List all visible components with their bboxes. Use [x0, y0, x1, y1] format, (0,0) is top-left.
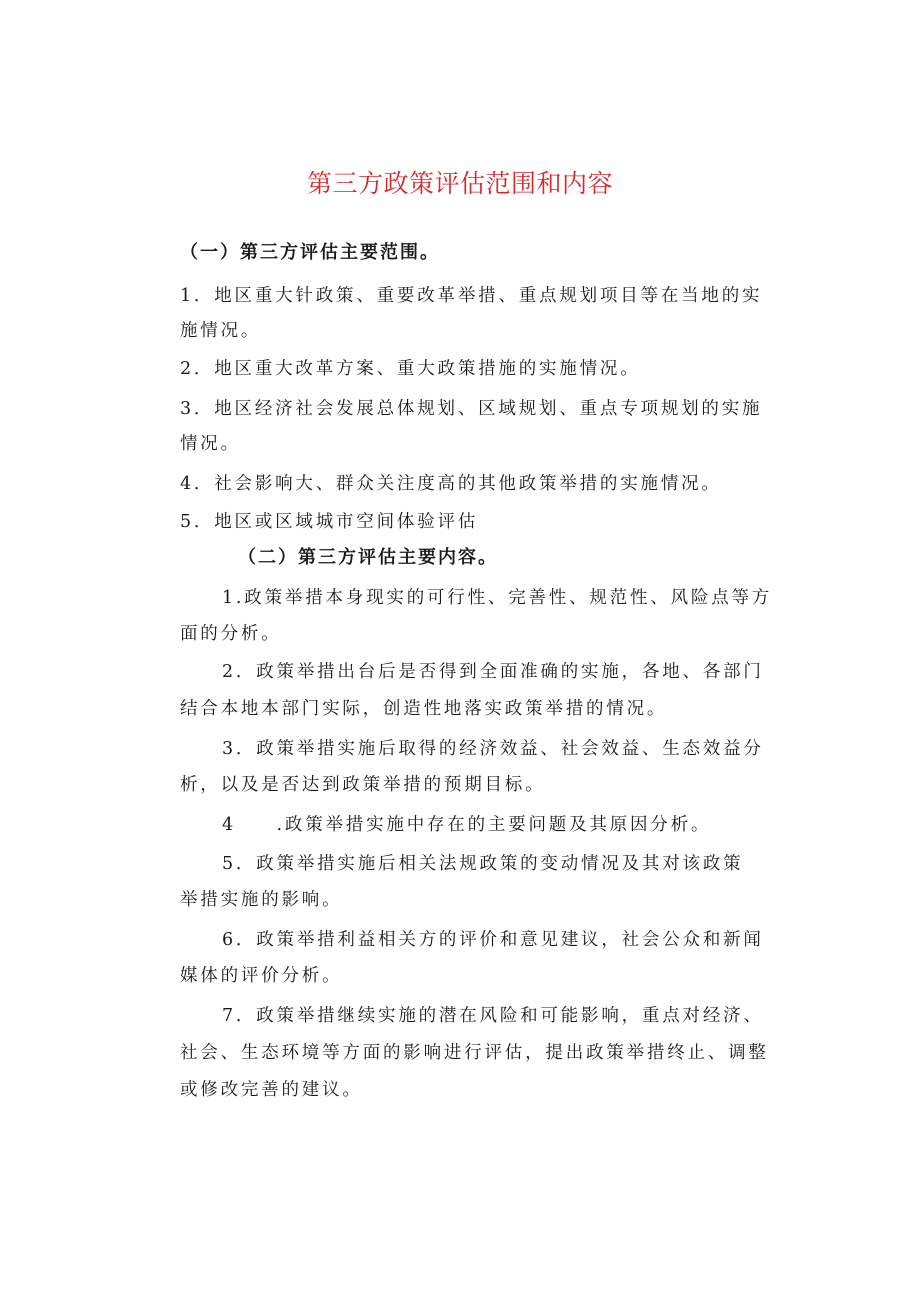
- content-item-3-line-2: 析，以及是否达到政策举措的预期目标。: [180, 775, 546, 795]
- content-item-2-line-1: 2．政策举措出台后是否得到全面准确的实施，各地、各部门: [222, 662, 764, 682]
- content-item-7-line-2: 社会、生态环境等方面的影响进行评估，提出政策举措终止、调整: [180, 1043, 769, 1063]
- section-heading-content: （二）第三方评估主要内容。: [238, 547, 498, 568]
- section-heading-scope: （一）第三方评估主要范围。: [180, 242, 440, 263]
- scope-item-5-line-1: 5．地区或区域城市空间体验评估: [180, 512, 479, 532]
- content-item-1-line-2: 面的分析。: [180, 624, 282, 644]
- scope-item-1-line-2: 施情况。: [180, 321, 262, 341]
- content-item-5-line-1: 5．政策举措实施后相关法规政策的变动情况及其对该政策: [222, 854, 744, 874]
- content-item-5-line-2: 举措实施的影响。: [180, 890, 343, 910]
- document-title: 第三方政策评估范围和内容: [306, 169, 613, 198]
- content-item-4-line-1: 4 .政策举措实施中存在的主要问题及其原因分析。: [222, 815, 712, 835]
- content-item-7-line-1: 7．政策举措继续实施的潜在风险和可能影响，重点对经济、: [222, 1006, 764, 1026]
- content-item-1-line-1: 1.政策举措本身现实的可行性、完善性、规范性、风险点等方: [222, 588, 773, 608]
- content-item-6-line-1: 6．政策举措利益相关方的评价和意见建议，社会公众和新闻: [222, 930, 764, 950]
- scope-item-3-line-2: 情况。: [180, 434, 241, 454]
- scope-item-2-line-1: 2．地区重大改革方案、重大政策措施的实施情况。: [180, 359, 641, 379]
- content-item-2-line-2: 结合本地本部门实际，创造性地落实政策举措的情况。: [180, 699, 668, 719]
- content-item-6-line-2: 媒体的评价分析。: [180, 966, 343, 986]
- content-item-7-line-3: 或修改完善的建议。: [180, 1080, 363, 1100]
- content-item-3-line-1: 3．政策举措实施后取得的经济效益、社会效益、生态效益分: [222, 739, 764, 759]
- scope-item-4-line-1: 4．社会影响大、群众关注度高的其他政策举措的实施情况。: [180, 474, 722, 494]
- scope-item-3-line-1: 3．地区经济社会发展总体规划、区域规划、重点专项规划的实施: [180, 399, 763, 419]
- scope-item-1-line-1: 1．地区重大针政策、重要改革举措、重点规划项目等在当地的实: [180, 286, 763, 306]
